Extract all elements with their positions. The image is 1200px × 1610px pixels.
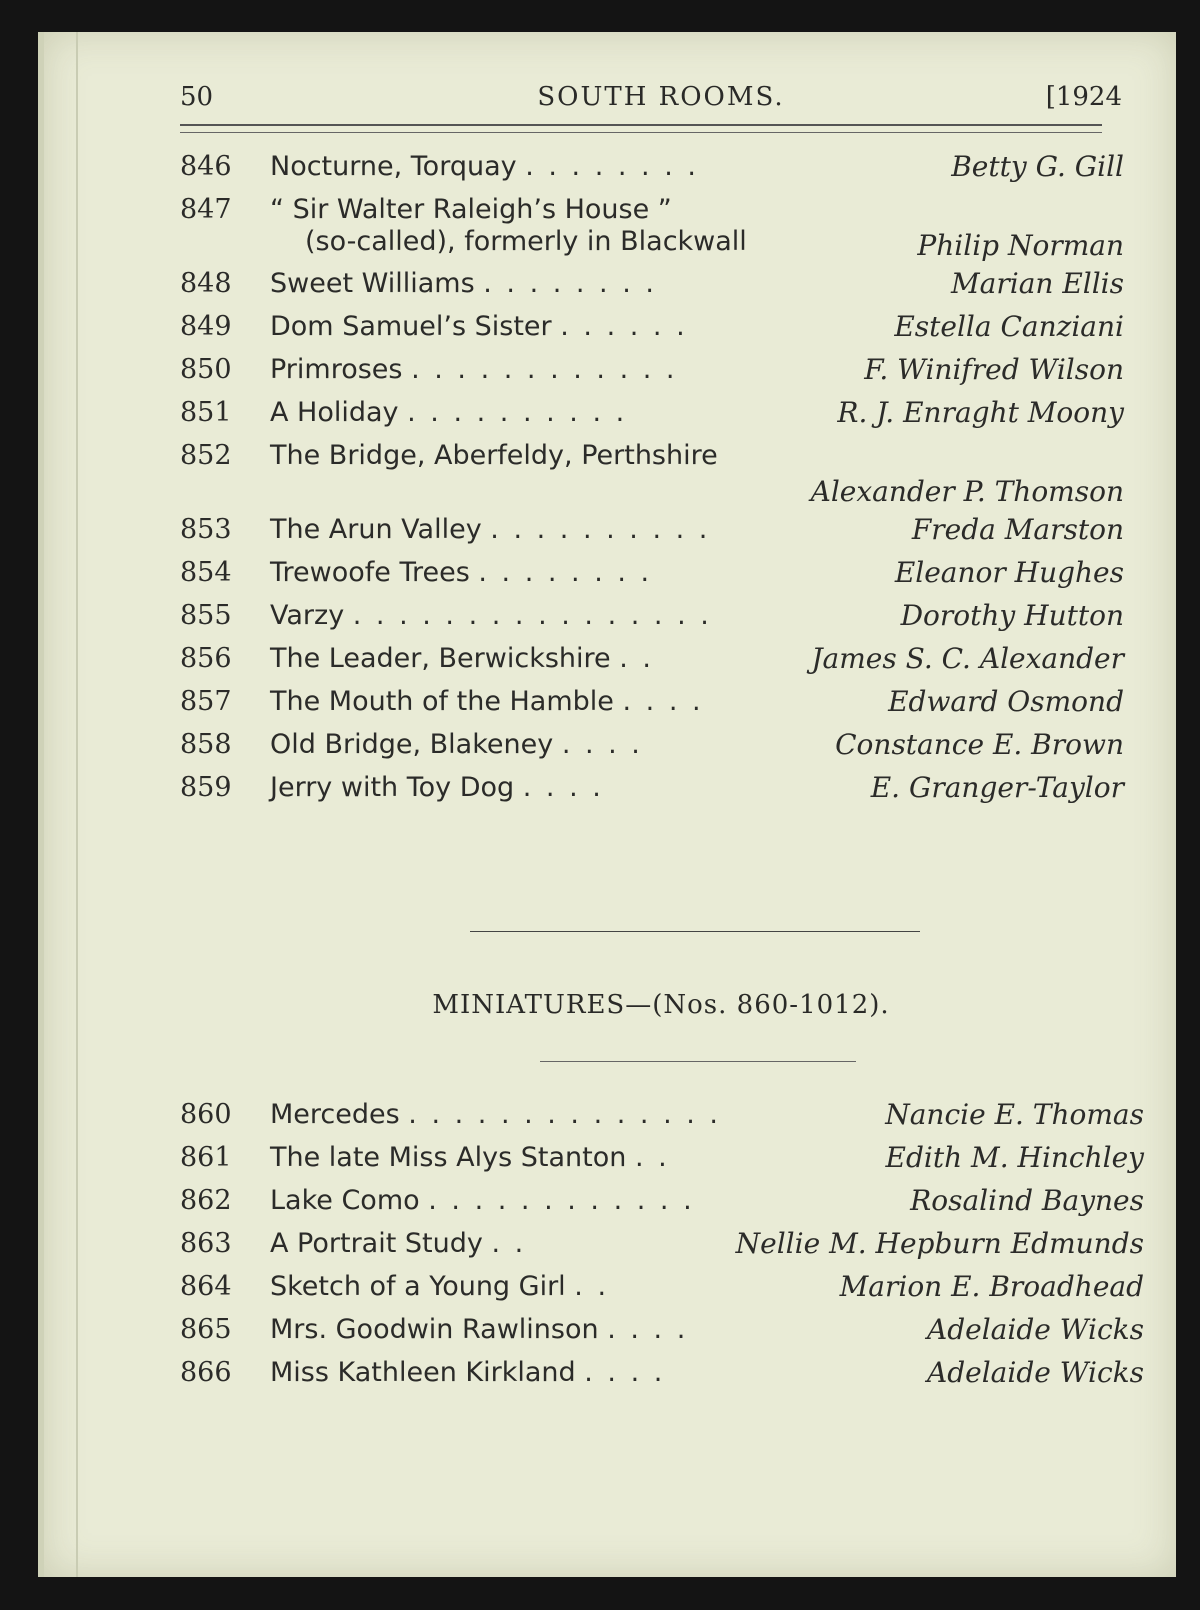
artist-name: Constance E. Brown: [835, 728, 1124, 761]
artwork-title-text: “ Sir Walter Raleigh’s House ”: [270, 194, 672, 225]
artwork-title-text: Jerry with Toy Dog: [270, 772, 515, 803]
list-item: [180, 685, 1142, 728]
list-item: [180, 1098, 1162, 1141]
artwork-title: [270, 310, 688, 344]
artwork-title-text: Mrs. Goodwin Rawlinson: [270, 1314, 599, 1345]
list-item: [180, 150, 1142, 193]
artwork-title-text: Old Bridge, Blakeney: [270, 729, 554, 760]
leader-dots: . . . .: [522, 772, 604, 803]
leader-dots: . . . .: [584, 1357, 666, 1388]
leader-dots: . . . . . .: [560, 311, 688, 342]
artist-name: Marion E. Broadhead: [839, 1270, 1144, 1303]
list-item: [180, 771, 1142, 814]
artwork-title-text: The Bridge, Aberfeldy, Perthshire: [270, 440, 718, 471]
artwork-title: [270, 1098, 721, 1132]
miniatures-list: [180, 1098, 1162, 1399]
artwork-title: [270, 728, 643, 762]
leader-dots: . . . . . . . .: [478, 557, 653, 588]
list-item: [180, 353, 1142, 396]
catalogue-number: 846: [180, 151, 232, 182]
artist-name: Alexander P. Thomson: [810, 475, 1124, 508]
artist-name: Philip Norman: [917, 229, 1124, 262]
list-item: [180, 642, 1142, 685]
artwork-title: [270, 267, 657, 301]
leader-dots: . . . . . . . .: [483, 268, 657, 299]
artwork-title: [270, 193, 672, 227]
catalogue-number: 859: [180, 772, 232, 803]
leader-dots: . . . . . . . .: [525, 151, 699, 182]
list-item: [180, 728, 1142, 771]
catalogue-number: 865: [180, 1314, 232, 1345]
artwork-title-text: Lake Como: [270, 1185, 420, 1216]
catalogue-number: 853: [180, 514, 232, 545]
list-item: [180, 556, 1142, 599]
artwork-title: [270, 1270, 609, 1304]
leader-dots: . .: [574, 1271, 610, 1302]
artwork-title: [270, 1141, 670, 1175]
artist-name: Freda Marston: [911, 513, 1124, 546]
artwork-title: [270, 685, 704, 719]
page-header: [180, 82, 1142, 122]
artwork-title-text: The late Miss Alys Stanton: [270, 1142, 627, 1173]
artwork-title: [270, 1313, 688, 1347]
artwork-title-text: A Holiday: [270, 397, 399, 428]
catalogue-number: 854: [180, 557, 232, 588]
catalogue-number: 856: [180, 643, 232, 674]
artist-name: F. Winifred Wilson: [864, 353, 1124, 386]
artist-name: E. Granger-Taylor: [870, 771, 1124, 804]
artwork-title-text: Mercedes: [270, 1099, 400, 1130]
artist-name: Rosalind Baynes: [910, 1184, 1144, 1217]
artwork-title-text: Primroses: [270, 354, 403, 385]
catalogue-number: 849: [180, 311, 232, 342]
artwork-title-text: The Mouth of the Hamble: [270, 686, 614, 717]
artwork-title: [270, 150, 699, 184]
list-item: [180, 1356, 1162, 1399]
leader-dots: . . . . . . . . . . . . . . . .: [352, 600, 712, 631]
artist-name: Edward Osmond: [888, 685, 1124, 718]
list-item: [180, 1227, 1162, 1270]
catalogue-number: 848: [180, 268, 232, 299]
entries-list: [180, 150, 1142, 814]
artist-name: Nellie M. Hepburn Edmunds: [735, 1227, 1144, 1260]
artwork-title: [270, 599, 712, 633]
leader-dots: . . . .: [607, 1314, 689, 1345]
list-item: [180, 439, 1142, 513]
artist-name: Edith M. Hinchley: [885, 1141, 1144, 1174]
artwork-title: [270, 353, 677, 387]
page-number: 50: [180, 82, 214, 112]
list-item: [180, 513, 1142, 556]
artist-name: Adelaide Wicks: [927, 1313, 1144, 1346]
catalogue-number: 862: [180, 1185, 232, 1216]
artwork-title-text: A Portrait Study: [270, 1228, 483, 1259]
artist-name: Dorothy Hutton: [900, 599, 1124, 632]
catalogue-number: 852: [180, 440, 232, 471]
list-item: [180, 1270, 1162, 1313]
leader-dots: . .: [619, 643, 654, 674]
artwork-title: [270, 439, 718, 473]
page-title: SOUTH ROOMS.: [537, 82, 785, 112]
catalogue-number: 858: [180, 729, 232, 760]
catalogue-number: 860: [180, 1099, 232, 1130]
list-item: [180, 310, 1142, 353]
catalogue-number: 855: [180, 600, 232, 631]
artwork-title: [270, 396, 627, 430]
artist-name: Nancie E. Thomas: [885, 1098, 1144, 1131]
artwork-title-text: Trewoofe Trees: [270, 557, 470, 588]
leader-dots: . . . .: [622, 686, 704, 717]
section-title: MINIATURES—(Nos. 860-1012).: [432, 990, 890, 1020]
list-item: [180, 396, 1142, 439]
leader-dots: . . . .: [561, 729, 643, 760]
header-rule: [180, 124, 1102, 133]
artist-name: Marian Ellis: [950, 267, 1124, 300]
artist-name: Eleanor Hughes: [894, 556, 1124, 589]
catalogue-number: 857: [180, 686, 232, 717]
section-divider-short: [540, 1061, 856, 1062]
artwork-title: [270, 1227, 526, 1261]
artwork-title-text: The Leader, Berwickshire: [270, 643, 611, 674]
list-item: [180, 193, 1142, 267]
leader-dots: . . . . . . . . . .: [490, 514, 711, 545]
artwork-title: [270, 1356, 665, 1390]
catalogue-number: 847: [180, 194, 232, 225]
artwork-title: [270, 771, 604, 805]
leader-dots: . .: [491, 1228, 527, 1259]
catalogue-number: 863: [180, 1228, 232, 1259]
artwork-title-text: The Arun Valley: [270, 514, 482, 545]
artwork-title: [270, 642, 654, 676]
catalogue-number: 861: [180, 1142, 232, 1173]
list-item: [180, 1313, 1162, 1356]
artwork-title-text: Dom Samuel’s Sister: [270, 311, 552, 342]
artwork-title-text: Sweet Williams: [270, 268, 475, 299]
artwork-title-text: Miss Kathleen Kirkland: [270, 1357, 576, 1388]
leader-dots: . . . . . . . . . . . . . .: [408, 1099, 722, 1130]
list-item: [180, 1141, 1162, 1184]
artist-name: Estella Canziani: [894, 310, 1124, 343]
artwork-title: [270, 1184, 695, 1218]
catalogue-number: 850: [180, 354, 232, 385]
artwork-title-text: Varzy: [270, 600, 345, 631]
leader-dots: . .: [634, 1142, 670, 1173]
list-item: [180, 599, 1142, 642]
artist-name: James S. C. Alexander: [811, 642, 1124, 675]
artist-name: Adelaide Wicks: [927, 1356, 1144, 1389]
artwork-title: [270, 556, 652, 590]
artwork-title: [270, 513, 710, 547]
catalogue-number: 864: [180, 1271, 232, 1302]
artist-name: Betty G. Gill: [951, 150, 1124, 183]
page-year: [1924: [1045, 82, 1122, 112]
list-item: [180, 1184, 1162, 1227]
artwork-title-text: Nocturne, Torquay: [270, 151, 517, 182]
artwork-title-continuation: (so-called), formerly in Blackwall: [305, 226, 747, 257]
list-item: [180, 267, 1142, 310]
catalogue-number: 866: [180, 1357, 232, 1388]
leader-dots: . . . . . . . . . .: [407, 397, 628, 428]
leader-dots: . . . . . . . . . . . .: [411, 354, 678, 385]
artist-name: R. J. Enraght Moony: [837, 396, 1124, 429]
leader-dots: . . . . . . . . . . . .: [428, 1185, 695, 1216]
catalogue-number: 851: [180, 397, 232, 428]
section-divider: [470, 931, 920, 932]
artwork-title-text: Sketch of a Young Girl: [270, 1271, 566, 1302]
